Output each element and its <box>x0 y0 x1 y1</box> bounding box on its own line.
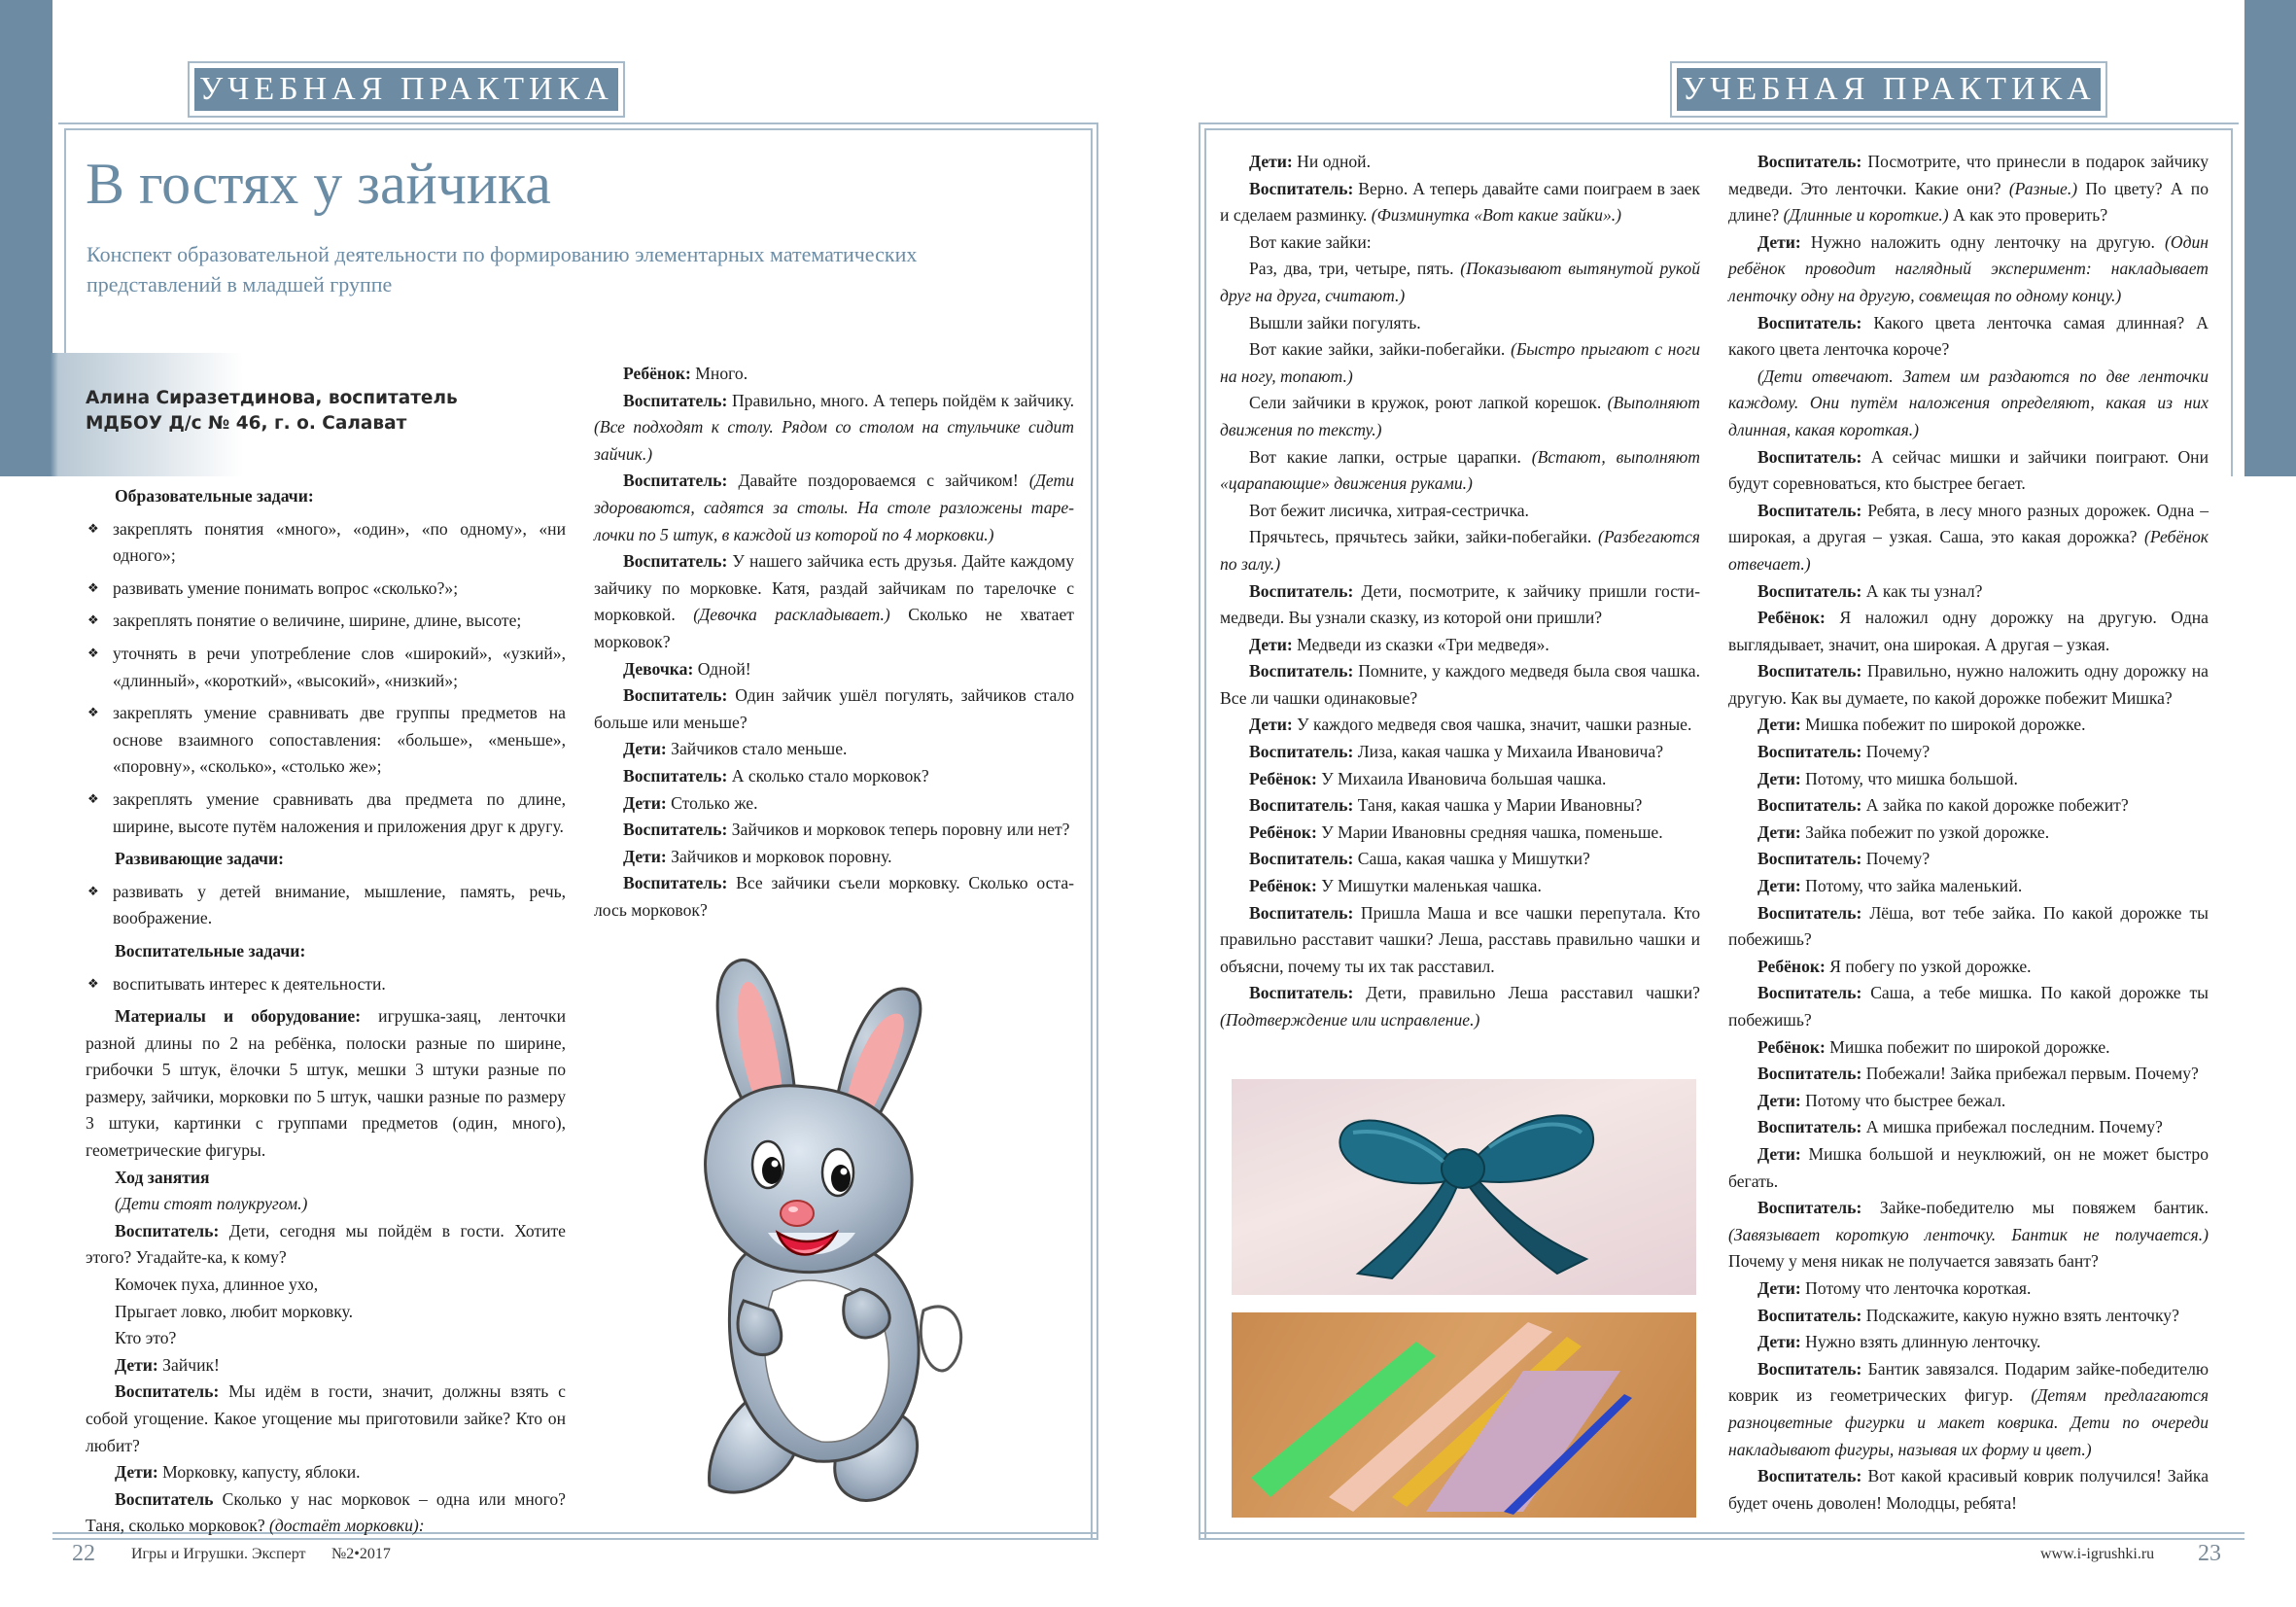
paragraph <box>1220 578 1700 632</box>
text: А сколько стало морковок? <box>727 765 929 786</box>
text: Лёша, вот тебе зайка. По какой дорожке ты побежишь? <box>1728 902 2209 950</box>
list-item: ❖ уточнять в речи употребление слов «широкий», «узкий», «длинный», «короткий», «высокий», «низкий»; <box>86 641 566 694</box>
speaker: Воспитатель: <box>1757 742 1862 762</box>
paragraph <box>1728 873 2209 900</box>
text: Ни одной. <box>1292 152 1371 171</box>
speaker: Дети: <box>115 1462 158 1483</box>
paragraph <box>86 1299 566 1326</box>
section-header <box>188 61 625 118</box>
text: Потому, что мишка большой. <box>1800 768 2018 788</box>
author-info <box>86 386 458 437</box>
paragraph <box>1728 1303 2209 1330</box>
text: Правильно, нужно наложить одну дорожку на другую. Как вы думаете, по какой дорожке побежит Мишка? <box>1728 661 2209 708</box>
paragraph <box>594 361 1074 388</box>
text: Подскажите, какую нужно взять ленточку? <box>1861 1305 2179 1325</box>
frame-left-line <box>1199 122 1200 1540</box>
list-item: ❖ развивать у детей внимание, мышление, память, речь, воображение. <box>86 879 566 932</box>
paragraph <box>1728 364 2209 444</box>
right-column-1 <box>1220 149 1700 1034</box>
article-subtitle: Конспект образовательной деятельности по формированию элементарных математических представлений в младшей группе <box>87 242 918 297</box>
paragraph <box>594 548 1074 655</box>
left-column-2 <box>594 361 1074 924</box>
speaker: Воспитатель: <box>1757 312 1862 332</box>
speaker: Воспитатель: <box>1249 661 1354 681</box>
text: Посмотрите, что принесли в подарок зайчику медведи. Это ленточки. Какие они? <box>1728 152 2209 198</box>
speaker: Воспитатель: <box>623 390 728 410</box>
paragraph <box>1220 149 1700 176</box>
text: А зайка по какой дорожке побежит? <box>1861 795 2129 816</box>
course-heading: Ход занятия <box>115 1167 210 1187</box>
list-item: ❖ воспитывать интерес к деятельности. <box>86 971 566 998</box>
text: Почему? <box>1861 849 1931 869</box>
frame-bottom-line <box>1199 1532 2244 1534</box>
text: У Мишутки маленькая чашка. <box>1316 876 1542 896</box>
course-lines <box>86 1191 566 1540</box>
stage-direction: (Дети здороваются, садятся за столы. На столе разложены тарелочки по 5 штук, в каждой из которой по 4 морковки.) <box>594 471 1074 544</box>
frame-left-line-inner <box>1204 128 1206 1540</box>
paragraph <box>1220 766 1700 793</box>
text: Вот какие лапки, острые царапки. <box>1249 446 1521 467</box>
paragraph <box>1728 498 2209 578</box>
paragraph <box>1728 1141 2209 1195</box>
text: Побежали! Зайка прибежал первым. Почему? <box>1861 1064 2199 1084</box>
speaker: Воспитатель: <box>623 471 728 491</box>
text: Правильно, много. А теперь пойдём к зайчику. <box>727 390 1074 410</box>
text: Одной! <box>693 658 751 679</box>
frame-top-line <box>1199 122 2239 124</box>
paragraph <box>1220 980 1700 1033</box>
paragraph <box>1220 846 1700 873</box>
stage-direction: (Девочка раскладывает.) <box>675 605 890 625</box>
paragraph <box>1728 1356 2209 1463</box>
paragraph <box>1220 712 1700 739</box>
stage-direction: (Длинные и короткие.) <box>1779 205 1949 226</box>
frame-bottom-line-outer <box>1199 1538 2244 1540</box>
paragraph <box>1220 498 1700 525</box>
text: Мишка побежит по широкой дорожке. <box>1825 1036 2110 1057</box>
text: У каждого медведя своя чашка, значит, чашки разные. <box>1292 715 1692 735</box>
dev-tasks-heading: Развивающие задачи: <box>115 849 284 869</box>
stage-direction: (Выполняют движения по тексту.) <box>1220 393 1701 439</box>
speaker: Воспитатель: <box>115 1220 220 1240</box>
speaker: Дети: <box>1757 1090 1801 1110</box>
speaker: Воспитатель: <box>1757 1358 1862 1379</box>
speaker: Воспитатель: <box>115 1381 220 1402</box>
stage-direction: (Завязывает короткую ленточку. Бантик не получается.) <box>1728 1224 2209 1244</box>
list-item: ❖ закреплять умение сравнивать два предмета по длине, ширине, высоте путём наложения и приложения друг к другу. <box>86 786 566 840</box>
text: Вот какие зайки: <box>1249 231 1372 252</box>
stage-direction: (Дети отвечают. Затем им раздаются по две ленточки каждому. Они путём наложения определяют, какая из них длинная, какая короткая.) <box>1728 366 2209 439</box>
speaker: Дети: <box>1249 152 1293 171</box>
page-number-left: 22 <box>72 1541 95 1566</box>
stage-direction: (Разные.) <box>2000 178 2078 198</box>
paragraph <box>1220 524 1700 577</box>
list-item: ❖ закреплять понятия «много», «один», «по одному», «ни одного»; <box>86 516 566 570</box>
stage-direction: (Показывают вытянутой рукой друг на друга, считают.) <box>1220 259 1700 305</box>
paragraph <box>1728 444 2209 498</box>
paragraph <box>86 1272 566 1299</box>
text: Дети, сегодня мы пойдём в гости. Хотите этого? Угадайте-ка, к кому? <box>86 1220 566 1268</box>
paragraph <box>1728 766 2209 793</box>
speaker: Воспитатель: <box>1249 983 1354 1003</box>
upbringing-tasks-heading: Воспитательные задачи: <box>115 940 306 961</box>
speaker: Ребёнок: <box>1757 1036 1826 1057</box>
ribbons-icon <box>1232 1312 1696 1518</box>
list-item: ❖ развивать умение понимать вопрос «сколько?»; <box>86 576 566 603</box>
text: Раз, два, три, четыре, пять. <box>1249 259 1454 279</box>
text: Потому что быстрее бежал. <box>1800 1090 2006 1110</box>
speaker: Дети: <box>623 739 667 759</box>
text: Нужно взять длинную ленточку. <box>1800 1332 2041 1352</box>
speaker: Воспитатель: <box>1757 902 1862 923</box>
paragraph <box>594 656 1074 683</box>
text: Вот какие зайки, зайки-побегайки. <box>1249 339 1506 360</box>
stage-direction: (Детям предлагаются разноцветные фигурки и макет коврика. Дети по очереди накладывают фигуры, называя их форму и цвет.) <box>1728 1385 2209 1459</box>
frame-top-line-inner <box>1204 128 2233 130</box>
text: Мы идём в гости, значит, должны взять с собой угощение. Какое угощение мы приготовили зайке? Кто он любит? <box>86 1381 566 1455</box>
paragraph <box>594 736 1074 763</box>
text: Сели зайчики в кружок, роют лапкой корешок. <box>1249 393 1602 413</box>
text: А мишка прибежал последним. Почему? <box>1861 1117 2163 1137</box>
paragraph <box>594 388 1074 469</box>
paragraph <box>1220 176 1700 229</box>
speaker: Воспитатель: <box>1249 580 1354 601</box>
text: Мишка большой и неуклюжий, он не может быстро бегать. <box>1728 1143 2209 1191</box>
ribbons-photo <box>1232 1312 1696 1518</box>
paragraph <box>1728 712 2209 739</box>
speaker: Воспитатель: <box>1757 580 1862 601</box>
text: Столько же. <box>666 792 758 813</box>
text: Таня, какая чашка у Марии Ивановны? <box>1353 795 1643 816</box>
text: По цвету? А по длине? <box>1728 178 2209 226</box>
stage-direction: (Быстро прыгают с ноги на ногу, топают.) <box>1220 339 1700 386</box>
speaker: Дети: <box>1757 715 1801 735</box>
paragraph <box>86 1379 566 1459</box>
paragraph <box>1728 310 2209 364</box>
speaker: Дети: <box>1757 1143 1801 1164</box>
text: Дети, посмотрите, к зайчику пришли гости-медведи. Вы узнали сказку, из которой они пришли? <box>1220 580 1700 628</box>
text: Помните, у каждого медведя была своя чашка. Все ли чашки одинаковые? <box>1220 661 1700 708</box>
speaker: Дети: <box>1757 876 1801 896</box>
text: Зайчик! <box>157 1354 220 1375</box>
stage-direction: (Все подходят к столу. Рядом со столом на стульчике сидит зайчик.) <box>594 417 1074 464</box>
text: А как это проверить? <box>1948 205 2108 226</box>
text: Какого цвета ленточка самая длинная? А какого цвета ленточка короче? <box>1728 312 2209 360</box>
paragraph <box>1728 1061 2209 1088</box>
speaker: Воспитатель: <box>1757 661 1862 681</box>
text: Зайчиков и морковок поровну. <box>666 846 892 866</box>
text: Зайка побежит по узкой дорожке. <box>1800 821 2050 842</box>
text: Зайчиков и морковок теперь поровну или нет? <box>727 820 1070 840</box>
paragraph <box>594 870 1074 924</box>
text: Зайке-победителю мы повяжем бантик. <box>1861 1198 2209 1218</box>
speaker: Воспитатель: <box>623 820 728 840</box>
materials-text: игрушка-заяц, ленточки разной длины по 2 на ребёнка, полоски разные по ширине, грибочки 5 штук, ёлочки 5 штук, мешки 3 штуки разные по размеру, зайчики, морковки по 5 штук, чашки разные по размеру 3 штуки, картинки с группами предметов (один, много), геометрические фигуры. <box>86 1006 566 1161</box>
speaker: Воспитатель: <box>1757 983 1862 1003</box>
frame-right-line <box>1096 122 1098 1538</box>
text: Бантик завязался. Подарим зайке-победителю коврик из геометрических фигур. <box>1728 1358 2209 1406</box>
paragraph <box>1728 578 2209 606</box>
materials-paragraph <box>86 1003 566 1165</box>
text: Дети, правильно Леша расставил чашки? <box>1353 983 1700 1003</box>
bunny-illustration <box>651 941 1021 1515</box>
text: Вот бежит лисичка, хитрая-сестричка. <box>1249 500 1529 520</box>
speaker: Воспитатель: <box>1757 1305 1862 1325</box>
edu-tasks-heading: Образовательные задачи: <box>115 486 314 506</box>
paragraph <box>1728 820 2209 847</box>
paragraph <box>1728 1463 2209 1517</box>
section-header-label: УЧЕБНАЯ ПРАКТИКА <box>194 68 618 111</box>
bow-photo <box>1232 1079 1696 1295</box>
stage-direction: (достаёт морковки): <box>264 1516 425 1536</box>
paragraph <box>594 817 1074 844</box>
speaker: Воспитатель: <box>623 685 728 706</box>
text: У Михаила Ивановича большая чашка. <box>1316 768 1607 788</box>
speaker: Воспитатель: <box>1757 795 1862 816</box>
speaker: Дети: <box>115 1354 158 1375</box>
paragraph <box>1728 954 2209 981</box>
paragraph <box>1220 900 1700 981</box>
paragraph <box>1728 149 2209 229</box>
text: Верно. А теперь давайте сами поиграем в заек и сделаем разминку. <box>1220 178 1700 226</box>
speaker: Воспитатель: <box>1757 1198 1862 1218</box>
paragraph <box>1728 846 2209 873</box>
text: Сколько не хватает морковок? <box>594 605 1074 651</box>
paragraph <box>1728 605 2209 658</box>
stage-direction: (Ребёнок отвечает.) <box>1728 527 2209 574</box>
upbringing-tasks-list <box>86 971 566 998</box>
paragraph <box>1220 739 1700 766</box>
text: Потому, что зайка маленький. <box>1800 876 2023 896</box>
article-title: В гостях у зайчика <box>86 152 551 216</box>
text: Комочек пуха, длинное ухо, <box>115 1275 319 1295</box>
speaker: Воспитатель: <box>1757 1466 1862 1486</box>
paragraph <box>1220 444 1700 498</box>
speaker: Воспитатель: <box>1249 902 1354 923</box>
paragraph <box>1728 1114 2209 1141</box>
frame-right-line <box>2231 128 2233 476</box>
paragraph <box>1220 792 1700 820</box>
text: Медведи из сказки «Три медведя». <box>1292 634 1549 654</box>
bow-icon <box>1232 1079 1696 1295</box>
frame-top-line <box>58 122 1096 124</box>
speaker: Дети: <box>623 846 667 866</box>
speaker: Дети: <box>1757 231 1801 252</box>
paragraph <box>86 1352 566 1380</box>
paragraph <box>1728 1034 2209 1062</box>
speaker: Ребёнок: <box>623 364 691 383</box>
text: Морковку, капусту, яблоки. <box>157 1462 361 1483</box>
list-item: ❖ закреплять понятие о величине, ширине, длине, высоте; <box>86 608 566 635</box>
paragraph <box>594 763 1074 790</box>
text: Много. <box>690 364 748 383</box>
paragraph <box>1220 310 1700 337</box>
text: Ребята, в лесу много разных дорожек. Одна – широкая, а другая – узкая. Саша, это какая дорожка? <box>1728 500 2209 547</box>
speaker: Воспитатель: <box>1249 178 1354 198</box>
paragraph <box>1220 229 1700 257</box>
paragraph <box>1728 1088 2209 1115</box>
paragraph <box>1220 336 1700 390</box>
text: Кто это? <box>115 1328 177 1348</box>
paragraph <box>594 682 1074 736</box>
speaker: Дети: <box>1757 768 1801 788</box>
speaker: Воспитатель: <box>1249 742 1354 762</box>
text: Все зайчики съели морковку. Сколько осталось морковок? <box>594 873 1074 920</box>
text: У нашего зайчика есть друзья. Дайте каждому зайчику по морковке. Катя, раздай зайчикам по тарелочке с морковкой. <box>594 551 1074 625</box>
paragraph <box>1728 229 2209 310</box>
paragraph <box>1220 256 1700 309</box>
speaker: Ребёнок: <box>1249 876 1317 896</box>
text: Я наложил одну дорожку на другую. Одна выглядывает, значит, она широкая. А другая – узкая. <box>1728 608 2209 654</box>
text: Лиза, какая чашка у Михаила Ивановича? <box>1353 742 1664 762</box>
stage-direction: (Дети стоят полукругом.) <box>115 1194 308 1214</box>
text: Прячьтесь, прячьтесь зайки, зайки-побегайки. <box>1249 527 1592 547</box>
paragraph <box>1728 658 2209 712</box>
text: Почему у меня никак не получается завязать бант? <box>1728 1251 2099 1272</box>
page-number-right: 23 <box>2198 1541 2221 1566</box>
speaker: Воспитатель: <box>623 873 728 893</box>
materials-label: Материалы и оборудование: <box>115 1006 362 1027</box>
frame-right-line-inner <box>1091 128 1093 1538</box>
text: Нужно наложить одну ленточку на другую. <box>1800 231 2155 252</box>
speaker: Дети: <box>1757 1332 1801 1352</box>
speaker: Ребёнок: <box>1757 956 1826 976</box>
speaker: Воспитатель: <box>623 765 728 786</box>
speaker: Воспитатель: <box>1757 152 1862 171</box>
text: У Марии Ивановны средняя чашка, поменьше. <box>1316 821 1663 842</box>
speaker: Ребёнок: <box>1249 768 1317 788</box>
speaker: Ребёнок: <box>1757 608 1826 628</box>
speaker: Ребёнок: <box>1249 821 1317 842</box>
text: А сейчас мишки и зайчики поиграют. Они будут соревноваться, кто быстрее бегает. <box>1728 446 2209 494</box>
edu-tasks-list <box>86 516 566 841</box>
text: А как ты узнал? <box>1861 580 1983 601</box>
paragraph <box>86 1191 566 1218</box>
speaker: Воспитатель: <box>623 551 728 572</box>
text: Вышли зайки погулять. <box>1249 312 1421 332</box>
speaker: Девочка: <box>623 658 694 679</box>
paragraph <box>1728 900 2209 954</box>
paragraph <box>86 1486 566 1540</box>
speaker: Воспитатель: <box>1249 795 1354 816</box>
speaker: Воспитатель: <box>1757 446 1862 467</box>
paragraph <box>86 1459 566 1486</box>
stage-direction: (Встают, выполняют «царапающие» движения руками.) <box>1220 446 1700 494</box>
paragraph <box>1220 820 1700 847</box>
section-header <box>1670 61 2107 118</box>
frame-top-line-inner <box>64 128 1091 130</box>
speaker: Дети: <box>1249 715 1293 735</box>
right-accent-band <box>2244 0 2296 476</box>
paragraph <box>1220 658 1700 712</box>
speaker: Воспитатель: <box>1757 849 1862 869</box>
text: Саша, а тебе мишка. По какой дорожке ты побежишь? <box>1728 983 2209 1030</box>
paragraph <box>1220 632 1700 659</box>
text: Вот какой красивый коврик получился! Зайка будет очень доволен! Молодцы, ребята! <box>1728 1466 2209 1513</box>
footer-issue: №2•2017 <box>331 1546 391 1562</box>
paragraph <box>86 1325 566 1352</box>
speaker: Воспитатель: <box>1757 1064 1862 1084</box>
dev-tasks-list <box>86 879 566 932</box>
text: Почему? <box>1861 742 1931 762</box>
paragraph <box>1220 390 1700 443</box>
section-header-label: УЧЕБНАЯ ПРАКТИКА <box>1677 68 2101 111</box>
right-column-2 <box>1728 149 2209 1517</box>
text: Сколько у нас морковок – одна или много? Таня, сколько морковок? <box>86 1488 566 1536</box>
text: Мишка побежит по широкой дорожке. <box>1800 715 2086 735</box>
text: Давайте поздороваемся с зайчиком! <box>727 471 1019 491</box>
speaker: Дети: <box>1249 634 1293 654</box>
paragraph <box>1728 1275 2209 1303</box>
paragraph <box>1728 1195 2209 1275</box>
speaker: Дети: <box>1757 1277 1801 1298</box>
stage-direction: (Физминутка «Вот какие зайки».) <box>1367 205 1622 226</box>
list-item: ❖ закреплять умение сравнивать две группы предметов на основе взаимного сопоставления: «больше», «меньше», «поровну», «сколько», «столько же»; <box>86 700 566 781</box>
frame-left-line <box>64 128 66 353</box>
text: Потому что ленточка короткая. <box>1800 1277 2032 1298</box>
left-column-1 <box>86 483 566 1540</box>
paragraph <box>594 790 1074 818</box>
stage-direction: (Подтверждение или исправление.) <box>1220 1010 1480 1030</box>
footer-site: www.i-igrushki.ru <box>2040 1546 2155 1562</box>
text: Пришла Маша и все чашки перепутала. Кто правильно расставит чашки? Леша, расставь правильно чашки и объясни, почему ты их так расставил. <box>1220 902 1700 976</box>
text: Зайчиков стало меньше. <box>666 739 848 759</box>
text: Прыгает ловко, любит морковку. <box>115 1301 353 1321</box>
speaker: Воспитатель <box>115 1488 214 1509</box>
stage-direction: (Один ребёнок проводит наглядный эксперимент: накладывает ленточку одну на другую, совмещая по одному концу.) <box>1728 231 2209 305</box>
paragraph <box>594 844 1074 871</box>
text: Саша, какая чашка у Мишутки? <box>1353 849 1590 869</box>
text: Я побегу по узкой дорожке. <box>1825 956 2032 976</box>
paragraph <box>594 468 1074 548</box>
speaker: Воспитатель: <box>1757 1117 1862 1137</box>
speaker: Дети: <box>623 792 667 813</box>
footer-magazine: Игры и Игрушки. Эксперт <box>131 1546 306 1562</box>
right-page <box>1148 0 2296 1607</box>
speaker: Дети: <box>1757 821 1801 842</box>
paragraph <box>86 1218 566 1272</box>
author-name: Алина Сиразетдинова, воспитатель <box>86 388 458 408</box>
text: Один зайчик ушёл погулять, зайчиков стало больше или меньше? <box>594 685 1074 732</box>
speaker: Воспитатель: <box>1757 500 1862 520</box>
paragraph <box>1728 1329 2209 1356</box>
stage-direction: (Разбегаются по залу.) <box>1220 527 1700 574</box>
author-affiliation: МДБОУ Д/с № 46, г. о. Салават <box>86 413 407 434</box>
paragraph <box>1728 792 2209 820</box>
paragraph <box>1728 739 2209 766</box>
paragraph <box>1728 980 2209 1033</box>
paragraph <box>1220 873 1700 900</box>
speaker: Воспитатель: <box>1249 849 1354 869</box>
